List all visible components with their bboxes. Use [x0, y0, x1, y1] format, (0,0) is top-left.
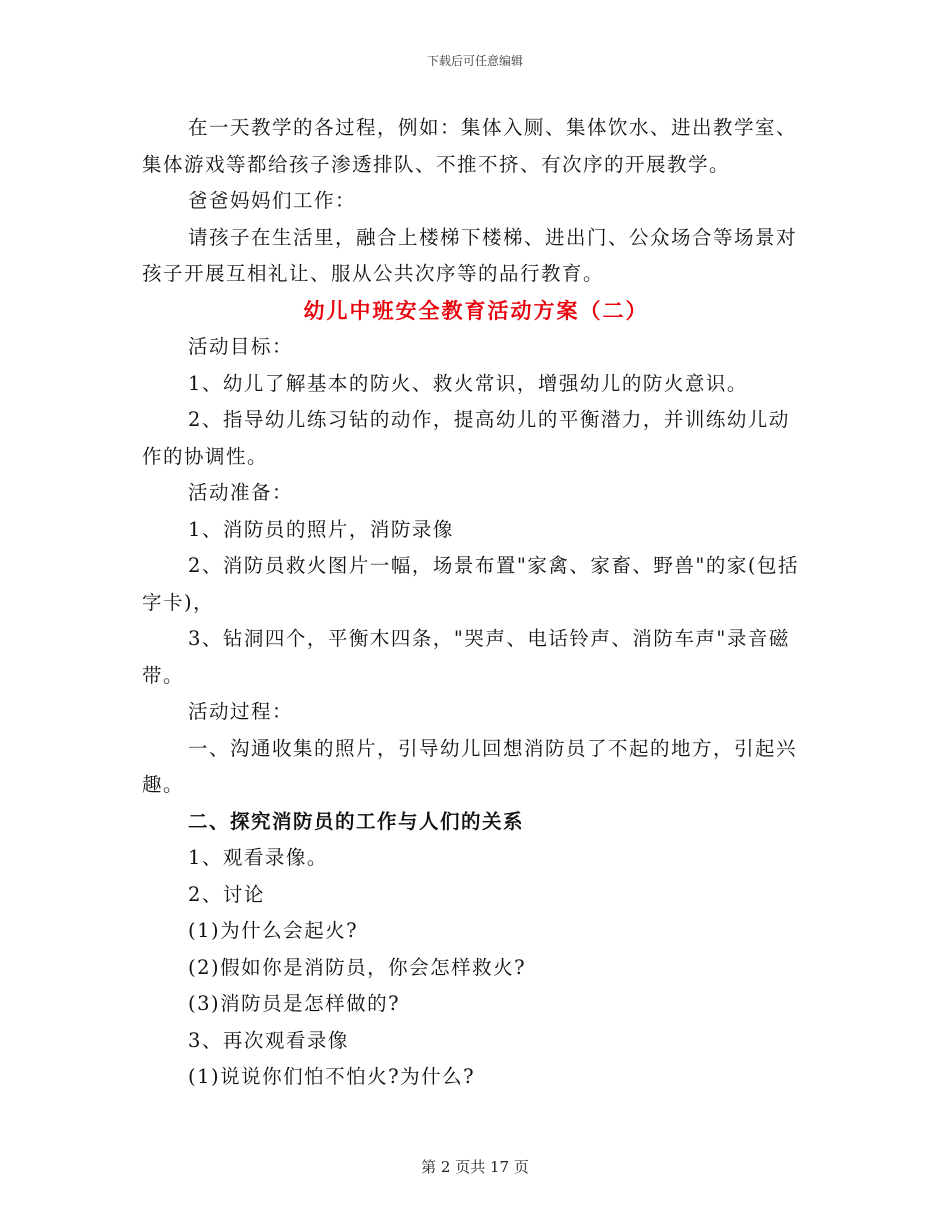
document-body [142, 110, 810, 1096]
goal-item: 1、幼儿了解基本的防火、救火常识，增强幼儿的防火意识。 [188, 371, 748, 395]
section-title: 幼儿中班安全教育活动方案（二） [303, 297, 649, 323]
question-item: (1)为什么会起火? [188, 919, 359, 942]
goal-item: 2、指导幼儿练习钻的动作，提高幼儿的平衡潜力，并训练幼儿动作的协调性。 [142, 408, 790, 468]
process-step: 一、沟通收集的照片，引导幼儿回想消防员了不起的地方，引起兴趣。 [142, 736, 798, 796]
paragraph: 请孩子在生活里，融合上楼梯下楼梯、进出门、公众场合等场景对孩子开展互相礼让、服从公共次序等的品行教育。 [142, 225, 798, 285]
question-item: (3)消防员是怎样做的? [188, 992, 401, 1015]
process-substep: 2、讨论 [188, 882, 265, 906]
paragraph: 爸爸妈妈们工作： [188, 189, 357, 212]
page-footer: 第 2 页共 17 页 [421, 1158, 529, 1176]
prep-item: 3、钻洞四个，平衡木四条，"哭声、电话铃声、消防车声"录音磁带。 [142, 627, 790, 687]
goal-heading: 活动目标： [188, 335, 294, 358]
process-substep: 1、观看录像。 [188, 846, 328, 869]
page-header: 下载后可任意编辑 [426, 54, 523, 68]
process-heading: 活动过程： [188, 700, 294, 723]
question-item: (1)说说你们怕不怕火?为什么? [188, 1065, 476, 1088]
process-step-heading: 二、探究消防员的工作与人们的关系 [188, 809, 525, 833]
prep-item: 1、消防员的照片，消防录像 [188, 517, 454, 541]
paragraph: 在一天教学的各过程，例如：集体入厕、集体饮水、进出教学室、集体游戏等都给孩子渗透排队、不推不挤、有次序的开展教学。 [142, 116, 798, 176]
prep-heading: 活动准备： [188, 481, 294, 504]
process-substep: 3、再次观看录像 [188, 1028, 349, 1052]
question-item: (2)假如你是消防员，你会怎样救火? [188, 955, 527, 979]
prep-item: 2、消防员救火图片一幅，场景布置"家禽、家畜、野兽"的家(包括字卡)， [142, 554, 799, 614]
